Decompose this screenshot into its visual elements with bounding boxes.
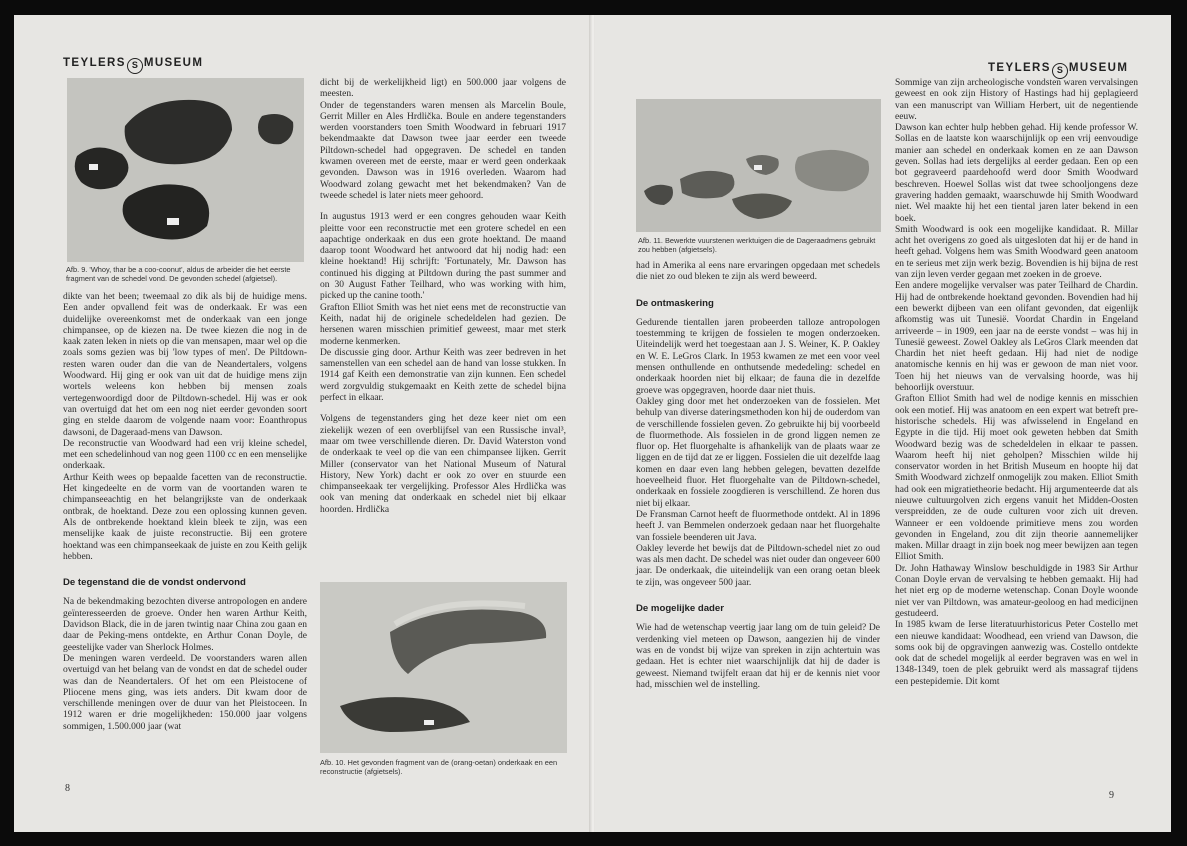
paragraph: Dawson kan echter hulp hebben gehad. Hij kende professor W. Sollas en de laatste kon waarschijnlijk op een vrij eenvoudige manier aan schedel en onderkaak komen en ze aan Dawson geven. Sollas had iets dergelijks al eerder gedaan. Een op een bot gegraveerd paardehoofd werd door Smith Woodward beschreven. Hoewel Sollas wist dat twee schooljongens deze gravering hadden gemaakt, waarschuwde hij Smith Woodward niet. Wel maakte hij het een tiental jaren later bekend in een boek. — [895, 123, 1138, 224]
left-column-1 — [63, 292, 307, 733]
skull-fragments-photo — [67, 78, 304, 262]
paragraph: Grafton Elliot Smith had wel de nodige kennis en misschien ook een motief. Hij was anatoom en een expert wat betreft pre-historische schedels. Hij was afwisselend in Engeland en Egypte in die tijd. Hij moet ook geweten hebben dat Smith Woodward bezig was de schedeldelen in elkaar te passen. Waarom heeft hij niet geholpen? Misschien wilde hij conservator worden in het British Museum en hoopte hij dat Smith Woodward zichzelf onmogelijk zou maken. Elliot Smith had ook een migratietheorie bedacht. Hij argumenteerde dat als nieuwe cultuurgolven zich ergens vanuit het Midden-Oosten verspreidden, ze de oude culturen voor zich uit dreven. Wanneer er een voldoende primitieve mens zou worden gevonden in Engeland, zou dit zijn theorie aannemelijker maken. Millar draagt in zijn boek nog meer bewijzen aan tegen Elliot Smith. — [895, 394, 1138, 563]
paragraph: dikte van het been; tweemaal zo dik als bij de huidige mens. Een ander opvallend feit was de onderkaak. Er was een duidelijke overeenkomst met de onderkaak van een jonge chimpansee, op de kiezen na. De twee kiezen die nog in de kaak zaten leken in niets op die van mensapen, maar wel op die zoals soms gezien was bij 'low types of men'. De Piltdown-resten waren ouder dan die van de Neandertalers, volgens Woodward. Hij ging er ook van uit dat de huidige mens zijn wortels weleens kon hebben bij mensen zoals vertegenwoordigd door de Piltdown-schedel. Hij was er ook van overtuigd dat het om een nog niet eerder gevonden soort ging en stelde daarom de volgende naam voor: Eoanthropus dawsoni, de Dageraad-mens van Dawson. — [63, 292, 307, 438]
paragraph: Dr. John Hathaway Winslow beschuldigde in 1983 Sir Arthur Conan Doyle ervan de vervalsing te hebben gemaakt. Hij had het niet erg op de moderne wetenschap. Conan Doyle woonde niet ver van Piltdown, was amateur-geoloog en had medicijnen gestudeerd. — [895, 563, 1138, 619]
paragraph: Onder de tegenstanders waren mensen als Marcelin Boule, Gerrit Miller en Ales Hrdlička. Boule en andere tegenstanders werden voorstanders toen Smith Woodward in februari 1917 bekendmaakte dat Dawson twee jaar eerder een tweede Piltdown-schedel had opgegraven. De schedel en tanden kwamen overeen met de eerste, maar er werd geen onderkaak gevonden. Dawson was in 1916 overleden. Waarom had Woodward zolang gewacht met het bekendmaken? Van de tweede schedel is later niets meer gehoord. — [320, 100, 566, 201]
paragraph: dicht bij de werkelijkheid ligt) en 500.000 jaar volgens de meesten. — [320, 78, 566, 100]
paragraph: Een andere mogelijke vervalser was pater Teilhard de Chardin. Hij had de ontbrekende hoektand gevonden. Bovendien had hij een bewerkt dijbeen van een olifant gevonden, dat eigenlijk afkomstig was uit Tunesië. Voordat Chardin in Engeland arriveerde – in 1909, een jaar na de eerste vondst – was hij in Tunesië geweest. Zowel Oakley als LeGros Clark meenden dat Chardin het niet heeft gedaan. Hij had niet de nodige anatomische kennis en hij was er gewoon de man niet voor. Toen hij het nieuws van de vervalsing hoorde, was hij behoorlijk overstuur. — [895, 281, 1138, 394]
paragraph: De Fransman Carnot heeft de fluormethode ontdekt. Al in 1896 heeft J. van Bemmelen onderzoek gedaan naar het fluorgehalte van fossiele beenderen uit Java. — [636, 509, 880, 543]
figure-10-caption: Afb. 10. Het gevonden fragment van de (orang-oetan) onderkaak en een reconstructie (afgietsels). — [320, 758, 558, 776]
section-heading: De ontmaskering — [636, 297, 714, 309]
figure-9-caption: Afb. 9. 'Whoy, thar be a coo-coonut', aldus de arbeider die het eerste fragment van de schedel vond. De gevonden schedel (afgietsel). — [66, 265, 291, 283]
paragraph: Gedurende tientallen jaren probeerden talloze antropologen toestemming te krijgen de fossielen te mogen onderzoeken. Uiteindelijk werd het toegestaan aan J. S. Weiner, K. P. Oakley en W. E. LeGros Clark. In 1953 kwamen ze met een voor veel mensen onthullende en onthutsende mededeling: schedel en onderkaak hoorden niet bij elkaar; de fauna die in dezelfde groeve was opgegraven, hoorde daar niet thuis. — [636, 317, 880, 396]
figure-11-caption: Afb. 11. Bewerkte vuurstenen werktuigen die de Dageraadmens gebruikt zou hebben (afgietsels). — [638, 236, 876, 254]
paragraph: De discussie ging door. Arthur Keith was zeer bedreven in het samenstellen van een schedel aan de hand van losse stukken. In 1914 gaf Keith een demonstratie van zijn kunnen. Een schedel werd zorgvuldig stukgemaakt en Keith zette de schedel bijna perfect in elkaar. — [320, 347, 566, 404]
museum-header-right: TEYLERS S MUSEUM — [988, 62, 1128, 79]
paragraph: De reconstructie van Woodward had een vrij kleine schedel, met een schedelinhoud van nog geen 1100 cc en een menselijke onderkaak. — [63, 438, 307, 472]
figure-9-skull-fragments — [67, 78, 304, 262]
right-column-2 — [895, 78, 1138, 688]
paragraph: Volgens de tegenstanders ging het deze keer niet om een ziekelijk wezen of een overblijfsel van een Russische inval³, maar om twee verschillende dieren. Dr. David Waterston vond de onderkaak te veel op die van een chimpansee lijken. Gerrit Miller (conservator van het National Museum of Natural History, New York) dacht er ook zo over en stuurde een chimpanseekaak ter vergelijking. Professor Ales Hrdlička was ook van mening dat onderkaak en schedel niet bij elkaar hoorden. Hrdlička — [320, 414, 566, 515]
section-heading: De mogelijke dader — [636, 603, 724, 615]
museum-header-left: TEYLERS S MUSEUM — [63, 57, 203, 74]
paragraph: Oakley ging door met het onderzoeken van de fossielen. Met behulp van diverse dateringsmethoden kon hij de ouderdom van de verschillende fossielen geven. Zo gebruikte hij bij voorbeeld de fluormethode. Als fossielen in de grond liggen nemen ze fluor op. Het fluorgehalte is afhankelijk van de plaats waar ze liggen en de tijd dat ze er liggen. Fossielen die uit dezelfde laag komen en daar even lang hebben gelegen, bevatten dezelfde hoeveelheid fluor. Het fluorgehalte van de Piltdown-schedel, onderkaak en fossiele zoogdieren is verschillend. Ze horen dus niet bij elkaar. — [636, 396, 880, 509]
teylers-logo-mark: S — [127, 58, 143, 74]
page-number: 8 — [65, 783, 70, 794]
flint-tools-photo — [636, 99, 881, 232]
paragraph: In augustus 1913 werd er een congres gehouden waar Keith pleitte voor een reconstructie met een grotere schedel en een aapachtige onderkaak en dus een grote hoektand. De maand daarop toont Woodward het antwoord dat hij nodig had: een kleine hoektand! Hij schrijft: 'Fortunately, Mr. Dawson has continued his digging at Piltdown during the past summer and on 30 August Father Teilhard, who was working with him, picked up the canine tooth.' — [320, 212, 566, 302]
left-column-2 — [320, 78, 566, 516]
paragraph: De meningen waren verdeeld. De voorstanders waren allen overtuigd van het belang van de vondst en dat de schedel ouder was dan de Neandertalers. Of het om een Pleistocene of Pliocene mens ging, was iets anders. Dit kwam door de verschillende meningen over de duur van het Pleistoceen. In 1912 waren er drie mogelijkheden: 150.000 jaar volgens sommigen, 1.500.000 jaar (wat — [63, 653, 307, 732]
section-heading: De tegenstand die de vondst ondervond — [63, 577, 246, 589]
paragraph: had in Amerika al eens nare ervaringen opgedaan met schedels die niet zo oud bleken te zijn als werd beweerd. — [636, 261, 880, 283]
paragraph: Wie had de wetenschap veertig jaar lang om de tuin geleid? De verdenking viel meteen op Dawson, aangezien hij de vinder was en de vondst bij wijze van spreken in zijn achtertuin was gedaan. Het is echter niet waarschijnlijk dat hij de dader is geweest. Niemand twijfelt eraan dat hij er de kennis niet voor had, misschien wel de instelling. — [636, 623, 880, 690]
jaw-photo — [320, 582, 567, 753]
left-page — [14, 15, 591, 832]
teylers-logo-mark: S — [1052, 63, 1068, 79]
right-column-1 — [636, 261, 880, 691]
right-page — [595, 15, 1171, 832]
figure-10-jaw — [320, 582, 567, 753]
paragraph: Oakley leverde het bewijs dat de Piltdown-schedel niet zo oud was als men dacht. De schedel was niet ouder dan ongeveer 600 jaar. De onderkaak, die uiteindelijk van een orang oetan bleek te zijn, was ongeveer 500 jaar. — [636, 543, 880, 588]
paragraph: Arthur Keith wees op bepaalde facetten van de reconstructie. Het kingedeelte en de vorm van de voortanden waren te chimpanseeachtig en het belangrijkste van de onderkaak ontbrak, de hoektand. Deze zou een oplossing kunnen geven. Als de ontbrekende hoektand klein bleek te zijn, was een menselijke kaak de juiste reconstructie. Bij een grotere hoektand was een chimpanseekaak de juiste en zou Keith gelijk hebben. — [63, 472, 307, 562]
paragraph: Smith Woodward is ook een mogelijke kandidaat. R. Millar acht het overigens zo goed als uitgesloten dat hij er de hand in heeft gehad. Volgens hem was Smith Woodward geen anatoom en te serieus met zijn werk bezig. Bovendien is hij bijna de rest van zijn leven verder gegaan met zoeken in de groeve. — [895, 224, 1138, 281]
paragraph: Na de bekendmaking bezochten diverse antropologen en andere geïnteresseerden de groeve. Onder hen waren Arthur Keith, Davidson Black, die in de jaren twintig naar China zou gaan en daar de Peking-mens ontdekte, en Arthur Conan Doyle, de geestelijke vader van Sherlock Holmes. — [63, 597, 307, 653]
paragraph: In 1985 kwam de Ierse literatuurhistoricus Peter Costello met een nieuwe kandidaat: Woodhead, een vriend van Dawson, die soms ook bij de opgravingen aanwezig was. Costello ontdekte ook dat de schedel mogelijk al eerder begraven was en wel in 1348-1349, toen de plek gebruikt werd als massagraf tijdens een pestepidemie. Dit komt — [895, 620, 1138, 687]
paragraph: Grafton Elliot Smith was het niet eens met de reconstructie van Keith, nadat hij de originele schedeldelen had gezien. De hersenen waren misschien primitief geweest, maar met sterk moderne kenmerken. — [320, 302, 566, 347]
page-number: 9 — [1109, 790, 1114, 801]
paragraph: Sommige van zijn archeologische vondsten waren vervalsingen geweest en ook zijn History of Hastings had hij geplagieerd van een manuscript van William Herbert, uit de negentiende eeuw. — [895, 78, 1138, 122]
figure-11-flint-tools — [636, 99, 881, 232]
